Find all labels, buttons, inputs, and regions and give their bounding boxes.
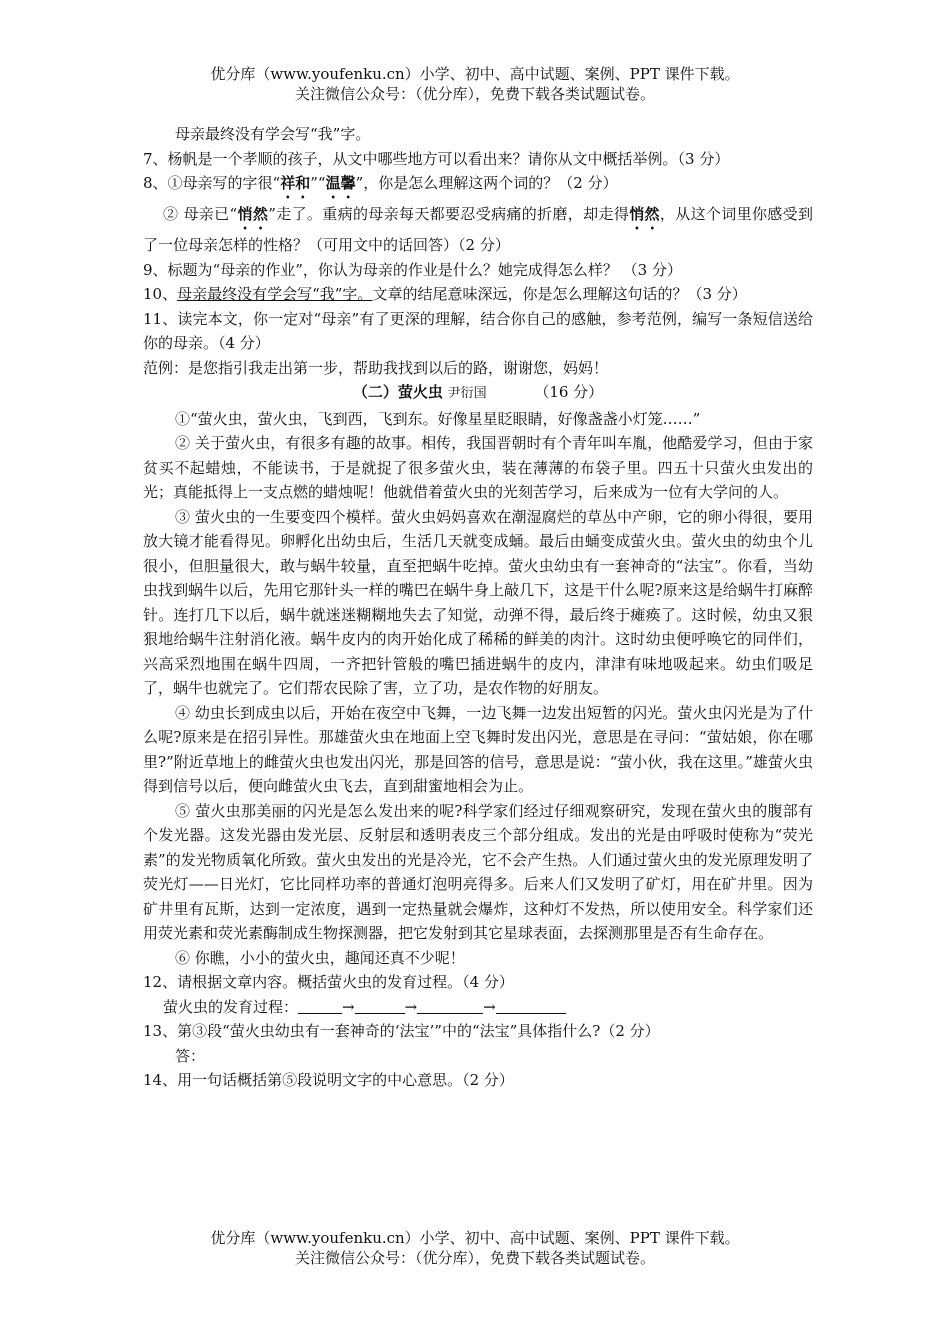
- question-13-answer: 答：: [175, 1046, 206, 1065]
- example: 范例：是您指引我走出第一步，帮助我找到以后的路，谢谢您，妈妈！: [143, 358, 609, 377]
- paragraph-5: ⑤ 萤火虫那美丽的闪光是怎么发出来的呢?科学家们经过仔细观察研究，发现在萤火虫的腹部有个发光器。这发光器由发光层、反射层和透明表皮三个部分组成。发出的光是由呼吸时使称为“荧光素”的发光物质氧化所致。萤火虫发出的光是冷光，它不会产生热。人们通过萤火虫的发光原理发明了荧光灯——日光灯，它比同样功率的普通灯泡明亮得多。后来人们又发明了矿灯，用在矿井里。因为矿井里有瓦斯，达到一定浓度，遇到一定热量就会爆炸，这种灯不发热，所以使用安全。科学家们还用荧光素和荧光素酶制成生物探测器，把它发射到其它星球表面，去探测那里是否有生命存在。: [143, 801, 813, 942]
- page-footer: [0, 1228, 950, 1268]
- question-8b: ② 母亲已“悄然”走了。重病的母亲每天都要忍受病痛的折磨，却走得悄然，从这个词里你感受到了一位母亲怎样的性格？（可用文中的话回答）（2 分）: [143, 205, 813, 254]
- emphasis-word: 祥和: [280, 174, 311, 192]
- question-9: 9、标题为“母亲的作业”，你认为母亲的作业是什么？她完成得怎么样？ （3 分）: [143, 260, 682, 279]
- question-11: 11、读完本文，你一定对“母亲”有了更深的理解，结合你自己的感触，参考范例，编写一条短信送给你的母亲。（4 分）: [143, 309, 813, 352]
- answer-blank[interactable]: [496, 997, 566, 1014]
- paragraph-2: ② 关于萤火虫，有很多有趣的故事。相传，我国晋朝时有个青年叫车胤，他酷爱学习，但由于家贫买不起蜡烛，不能读书，于是就捉了很多萤火虫，装在薄薄的布袋子里。四五十只萤火虫发出的光；真能抵得上一支点燃的蜡烛呢！他就借着萤火虫的光刻苦学习，后来成为一位有大学问的人。: [143, 434, 813, 501]
- emphasis-word: 温馨: [325, 174, 356, 192]
- footer-line-1: 优分库（www.youfenku.cn）小学、初中、高中试题、案例、PPT 课件下载。: [210, 1229, 740, 1247]
- section-title: （二）萤火虫 尹衍国 （16 分）: [352, 383, 604, 401]
- emphasis-word: 悄然: [237, 205, 269, 223]
- question-12: 12、请根据文章内容。概括萤火虫的发育过程。（4 分）: [143, 973, 514, 991]
- paragraph-3: ③ 萤火虫的一生要变四个模样。萤火虫妈妈喜欢在潮湿腐烂的草丛中产卵，它的卵小得很，要用放大镜才能看得见。卵孵化出幼虫后，生活几天就变成蛹。最后由蛹变成萤火虫。萤火虫的幼虫个儿很小，但胆量很大，敢与蜗牛较量，直至把蜗牛吃掉。萤火虫幼虫有一套神奇的“法宝”。你看，当幼虫找到蜗牛以后，先用它那针头一样的嘴巴在蜗牛身上敲几下，这是干什么呢?原来这是给蜗牛打麻醉针。连打几下以后，蜗牛就迷迷糊糊地失去了知觉，动弹不得，最后终于瘫痪了。这时候，幼虫又狠狠地给蜗牛注射消化液。蜗牛皮内的肉开始化成了稀稀的鲜美的肉汁。这时幼虫便呼唤它的同伴们，兴高采烈地围在蜗牛四周，一齐把针管般的嘴巴插进蜗牛的皮内，津津有味地吸起来。幼虫们吸足了，蜗牛也就完了。它们帮农民除了害，立了功，是农作物的好朋友。: [143, 507, 813, 697]
- answer-blank[interactable]: [298, 997, 342, 1014]
- paragraph-intro: 母亲最终没有学会写“我”字。: [175, 125, 371, 143]
- question-12-blanks: 萤火虫的发育过程： → → →: [143, 995, 813, 1020]
- paragraph-4: ④ 幼虫长到成虫以后，开始在夜空中飞舞，一边飞舞一边发出短暂的闪光。萤火虫闪光是为了什么呢?原来是在招引异性。那雄萤火虫在地面上空飞舞时发出闪光，意思是在寻问：“萤姑娘，你在哪里?”附近草地上的雌萤火虫也发出闪光，那是回答的信号，意思是说：“萤小伙，我在这里。”雄萤火虫得到信号以后，便向雌萤火虫飞去，直到甜蜜地相会为止。: [143, 703, 813, 795]
- author: 尹衍国: [447, 386, 487, 401]
- footer-line-2: 关注微信公众号：（优分库），免费下载各类试题试卷。: [294, 1249, 655, 1267]
- answer-blank[interactable]: [355, 997, 405, 1014]
- header-line-2: 关注微信公众号：（优分库），免费下载各类试题试卷。: [294, 85, 655, 103]
- paragraph-1: ①“萤火虫，萤火虫，飞到西，飞到东。好像星星眨眼睛，好像盏盏小灯笼……”: [175, 409, 701, 428]
- document-body: [143, 122, 813, 1093]
- page-header: [0, 64, 950, 104]
- header-line-1: 优分库（www.youfenku.cn）小学、初中、高中试题、案例、PPT 课件下载。: [210, 65, 740, 83]
- question-8a: 8、①母亲写的字很“祥和”“温馨”，你是怎么理解这两个词的？（2 分）: [143, 174, 618, 192]
- answer-blank[interactable]: [417, 997, 483, 1014]
- underlined-quote: 母亲最终没有学会写“我”字。: [177, 285, 373, 303]
- question-13: 13、第③段“萤火虫幼虫有一套神奇的‘法宝’”中的“法宝”具体指什么?（2 分）: [143, 1022, 660, 1040]
- question-14: 14、用一句话概括第⑤段说明文字的中心意思。（2 分）: [143, 1071, 514, 1089]
- question-10: 10、母亲最终没有学会写“我”字。文章的结尾意味深远，你是怎么理解这句话的？（3 分）: [143, 285, 747, 303]
- paragraph-6: ⑥ 你瞧，小小的萤火虫，趣闻还真不少呢！: [175, 948, 465, 967]
- emphasis-word: 悄然: [629, 205, 660, 223]
- question-7: 7、杨帆是一个孝顺的孩子，从文中哪些地方可以看出来？请你从文中概括举例。（3 分）: [143, 149, 730, 168]
